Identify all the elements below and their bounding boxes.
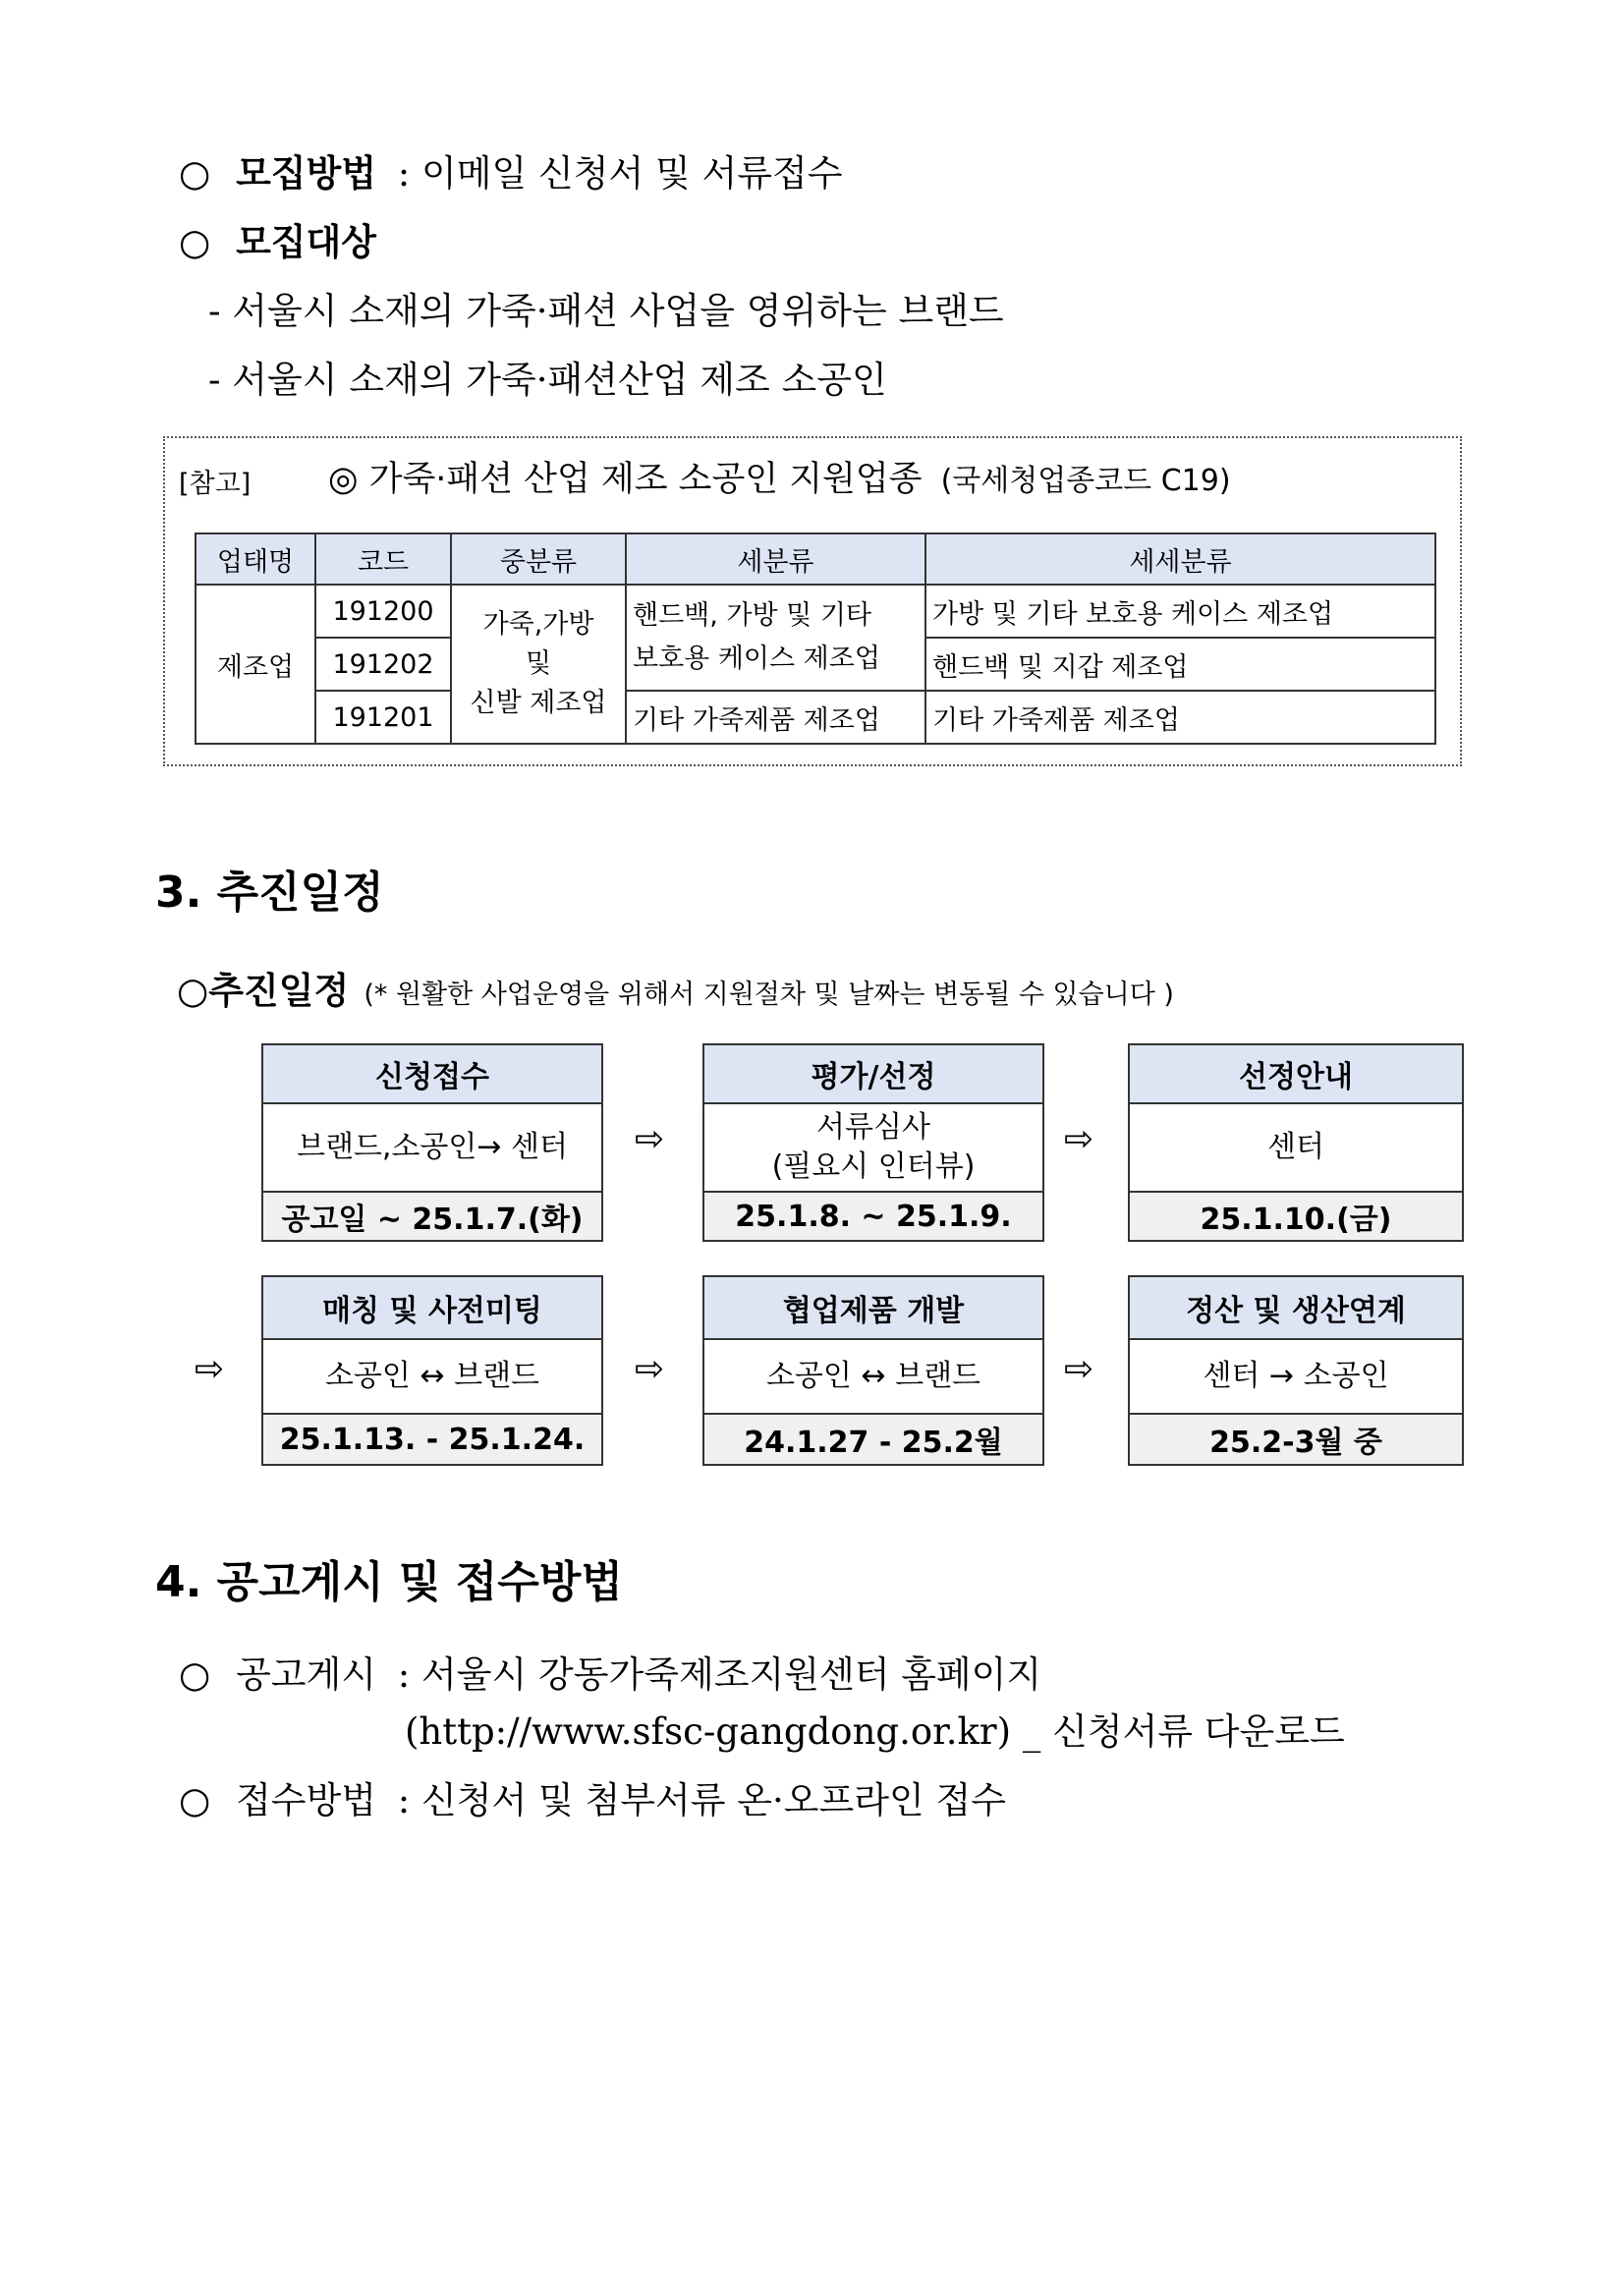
step-box-settlement xyxy=(1128,1275,1464,1466)
step-box-evaluation xyxy=(702,1043,1044,1242)
step-box-matching xyxy=(261,1275,603,1466)
step-title: 평가/선정 xyxy=(704,1045,1042,1104)
receipt-label: 접수방법 xyxy=(236,1779,377,1821)
sub-category-line: 보호용 케이스 제조업 xyxy=(633,644,880,674)
step-date: 24.1.27 - 25.2월 xyxy=(704,1413,1042,1464)
step-body-line: 센터 xyxy=(1267,1130,1324,1164)
detail-cell: 핸드백 및 지갑 제조업 xyxy=(925,638,1435,691)
schedule-note: (* 원활한 사업운영을 위해서 지원절차 및 날짜는 변동될 수 있습니다 ) xyxy=(364,980,1174,1010)
arrow-right-icon: ⇨ xyxy=(635,1349,665,1389)
step-title: 협업제품 개발 xyxy=(704,1277,1042,1340)
table-header: 중분류 xyxy=(451,533,626,585)
bullet: ○ xyxy=(179,152,211,195)
step-body-line: 브랜드,소공인→ 센터 xyxy=(296,1130,569,1164)
notice-url-line: (http://www.sfsc-gangdong.or.kr) _ 신청서류 다운로드 xyxy=(405,1710,1345,1753)
table-row xyxy=(196,585,1435,638)
detail-cell: 기타 가죽제품 제조업 xyxy=(925,691,1435,744)
sub-category-line: 핸드백, 가방 및 기타 xyxy=(633,600,871,631)
table-header-row xyxy=(196,533,1435,585)
sub-category-cell: 기타 가죽제품 제조업 xyxy=(626,691,925,744)
bullet: ○ xyxy=(179,1653,211,1696)
step-body-line: (필요시 인터뷰) xyxy=(771,1149,976,1184)
step-box-application xyxy=(261,1043,603,1242)
step-body-line: 소공인 ↔ 브랜드 xyxy=(765,1359,981,1393)
reference-title-note: (국세청업종코드 C19) xyxy=(940,464,1231,498)
mid-category-line: 신발 제조업 xyxy=(470,688,607,718)
step-body xyxy=(1130,1340,1462,1413)
step-title: 정산 및 생산연계 xyxy=(1130,1277,1462,1340)
industry-code-table xyxy=(195,532,1436,745)
step-body xyxy=(704,1340,1042,1413)
reference-box xyxy=(163,436,1462,766)
table-header: 코드 xyxy=(315,533,451,585)
business-type-cell: 제조업 xyxy=(196,585,315,744)
step-title: 신청접수 xyxy=(263,1045,601,1104)
reference-title xyxy=(328,452,1231,501)
bullet: ○ xyxy=(179,1779,211,1821)
mid-category-cell xyxy=(451,585,626,744)
schedule-subtitle xyxy=(177,961,1174,1014)
arrow-right-icon: ⇨ xyxy=(1064,1119,1094,1159)
step-date: 25.1.13. - 25.1.24. xyxy=(263,1413,601,1464)
recruit-method-label: 모집방법 xyxy=(236,152,377,195)
detail-cell: 가방 및 기타 보호용 케이스 제조업 xyxy=(925,585,1435,638)
step-title: 선정안내 xyxy=(1130,1045,1462,1104)
code-cell: 191200 xyxy=(315,585,451,638)
reference-tag: [참고] xyxy=(179,469,252,499)
table-header: 업태명 xyxy=(196,533,315,585)
table-header: 세세분류 xyxy=(925,533,1435,585)
recruit-target-line xyxy=(179,218,376,267)
table-row xyxy=(196,691,1435,744)
section-3-heading: 3. 추진일정 xyxy=(155,868,384,918)
recruit-target-label: 모집대상 xyxy=(236,221,377,263)
step-date: 25.1.10.(금) xyxy=(1130,1191,1462,1240)
step-box-development xyxy=(702,1275,1044,1466)
step-box-notice xyxy=(1128,1043,1464,1242)
step-date: 25.1.8. ~ 25.1.9. xyxy=(704,1191,1042,1240)
receipt-line xyxy=(179,1776,1006,1825)
recruit-method-value: : 이메일 신청서 및 서류접수 xyxy=(397,152,843,195)
step-body xyxy=(1130,1104,1462,1191)
recruit-target-item: - 서울시 소재의 가죽·패션 사업을 영위하는 브랜드 xyxy=(208,290,1004,332)
code-cell: 191202 xyxy=(315,638,451,691)
sub-category-cell xyxy=(626,585,925,691)
notice-label: 공고게시 xyxy=(236,1653,377,1696)
reference-title-text: ◎ 가죽·패션 산업 제조 소공인 지원업종 xyxy=(328,460,923,499)
step-body-line: 센터 → 소공인 xyxy=(1203,1359,1389,1393)
step-title: 매칭 및 사전미팅 xyxy=(263,1277,601,1340)
recruit-target-item: - 서울시 소재의 가죽·패션산업 제조 소공인 xyxy=(208,359,887,401)
mid-category-line: 및 xyxy=(525,648,552,679)
arrow-right-icon: ⇨ xyxy=(195,1349,225,1389)
recruit-method-line xyxy=(179,149,842,198)
notice-line xyxy=(179,1651,1041,1700)
arrow-right-icon: ⇨ xyxy=(1064,1349,1094,1389)
bullet: ○ xyxy=(179,221,211,263)
code-cell: 191201 xyxy=(315,691,451,744)
schedule-label: ○추진일정 xyxy=(177,970,350,1012)
receipt-value: : 신청서 및 첨부서류 온·오프라인 접수 xyxy=(397,1779,1006,1821)
step-body xyxy=(263,1340,601,1413)
table-header: 세분류 xyxy=(626,533,925,585)
arrow-right-icon: ⇨ xyxy=(635,1119,665,1159)
section-4-heading: 4. 공고게시 및 접수방법 xyxy=(155,1557,623,1607)
notice-value: : 서울시 강동가죽제조지원센터 홈페이지 xyxy=(397,1653,1042,1696)
step-body-line: 소공인 ↔ 브랜드 xyxy=(324,1359,540,1393)
step-body xyxy=(263,1104,601,1191)
mid-category-line: 가죽,가방 xyxy=(482,609,594,640)
step-body xyxy=(704,1104,1042,1191)
step-date: 25.2-3월 중 xyxy=(1130,1413,1462,1464)
step-date: 공고일 ~ 25.1.7.(화) xyxy=(263,1191,601,1240)
step-body-line: 서류심사 xyxy=(816,1110,930,1145)
